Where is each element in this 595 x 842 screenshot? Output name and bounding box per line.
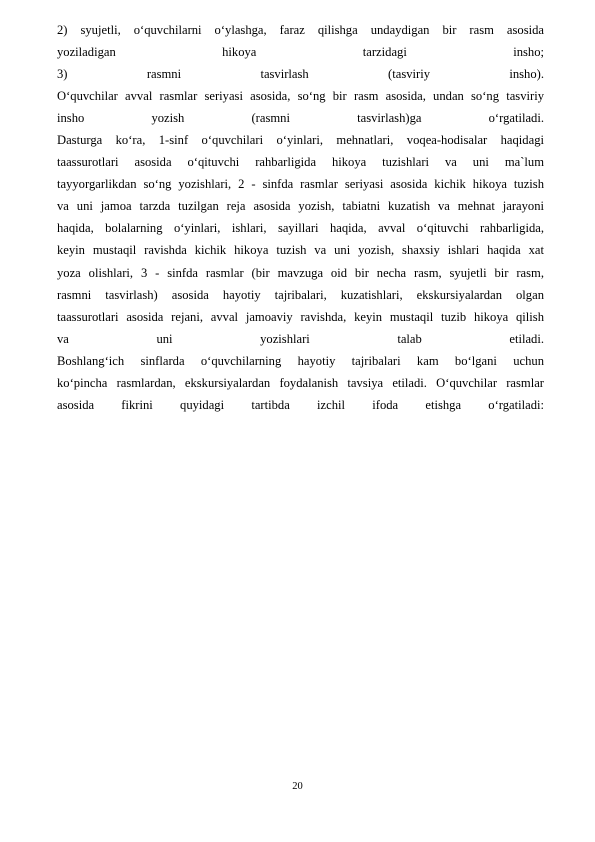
text-line: tayyorgarlikdan so‘ng yozishlari, 2 - sinfda rasmlar seriyasi asosida kichik hikoya tuzish [57,177,544,192]
text-line: insho yozish (rasmni tasvirlash)ga o‘rgatiladi. [57,111,544,126]
text-line: taassurotlari asosida o‘qituvchi rahbarligida hikoya tuzishlari va uni ma`lum [57,155,544,170]
text-line: Boshlang‘ich sinflarda o‘quvchilarning hayotiy tajribalari kam bo‘lgani uchun [57,353,544,368]
text-line: 3) rasmni tasvirlash (tasviriy insho). [57,67,544,82]
text-line: asosida fikrini quyidagi tartibda izchil ifoda etishga o‘rgatiladi: [57,397,544,412]
text-line: va uni jamoa tarzda tuzilgan reja asosida yozish, tabiatni kuzatish va mehnat jarayoni [57,199,544,214]
text-line: yoza olishlari, 3 - sinfda rasmlar (bir mavzuga oid bir necha rasm, syujetli bir rasm, [57,265,544,280]
text-line: va uni yozishlari talab etiladi. [57,331,544,346]
page-number: 20 [292,781,303,792]
text-line: Dasturga ko‘ra, 1-sinf o‘quvchilari o‘yinlari, mehnatlari, voqea-hodisalar haqidagi [57,133,544,148]
text-line: keyin mustaqil ravishda kichik hikoya tuzish va uni yozish, shaxsiy ishlari haqida xat [57,243,544,258]
text-line: yoziladigan hikoya tarzidagi insho; [57,45,544,60]
text-line: O‘quvchilar avval rasmlar seriyasi asosida, so‘ng bir rasm asosida, undan so‘ng tasviriy [57,89,544,104]
text-line: taassurotlari asosida rejani, avval jamoaviy ravishda, keyin mustaqil tuzib hikoya qilish [57,309,544,324]
text-line: ko‘pincha rasmlardan, ekskursiyalardan foydalanish tavsiya etiladi. O‘quvchilar rasmlar [57,375,544,390]
text-line: haqida, bolalarning o‘yinlari, ishlari, sayillari haqida, avval o‘qituvchi rahbarligida, [57,221,544,236]
body-text [57,19,544,416]
text-line: 2) syujetli, o‘quvchilarni o‘ylashga, faraz qilishga undaydigan bir rasm asosida [57,23,544,37]
text-line: rasmni tasvirlash) asosida hayotiy tajribalari, kuzatishlari, ekskursiyalardan olgan [57,287,544,302]
